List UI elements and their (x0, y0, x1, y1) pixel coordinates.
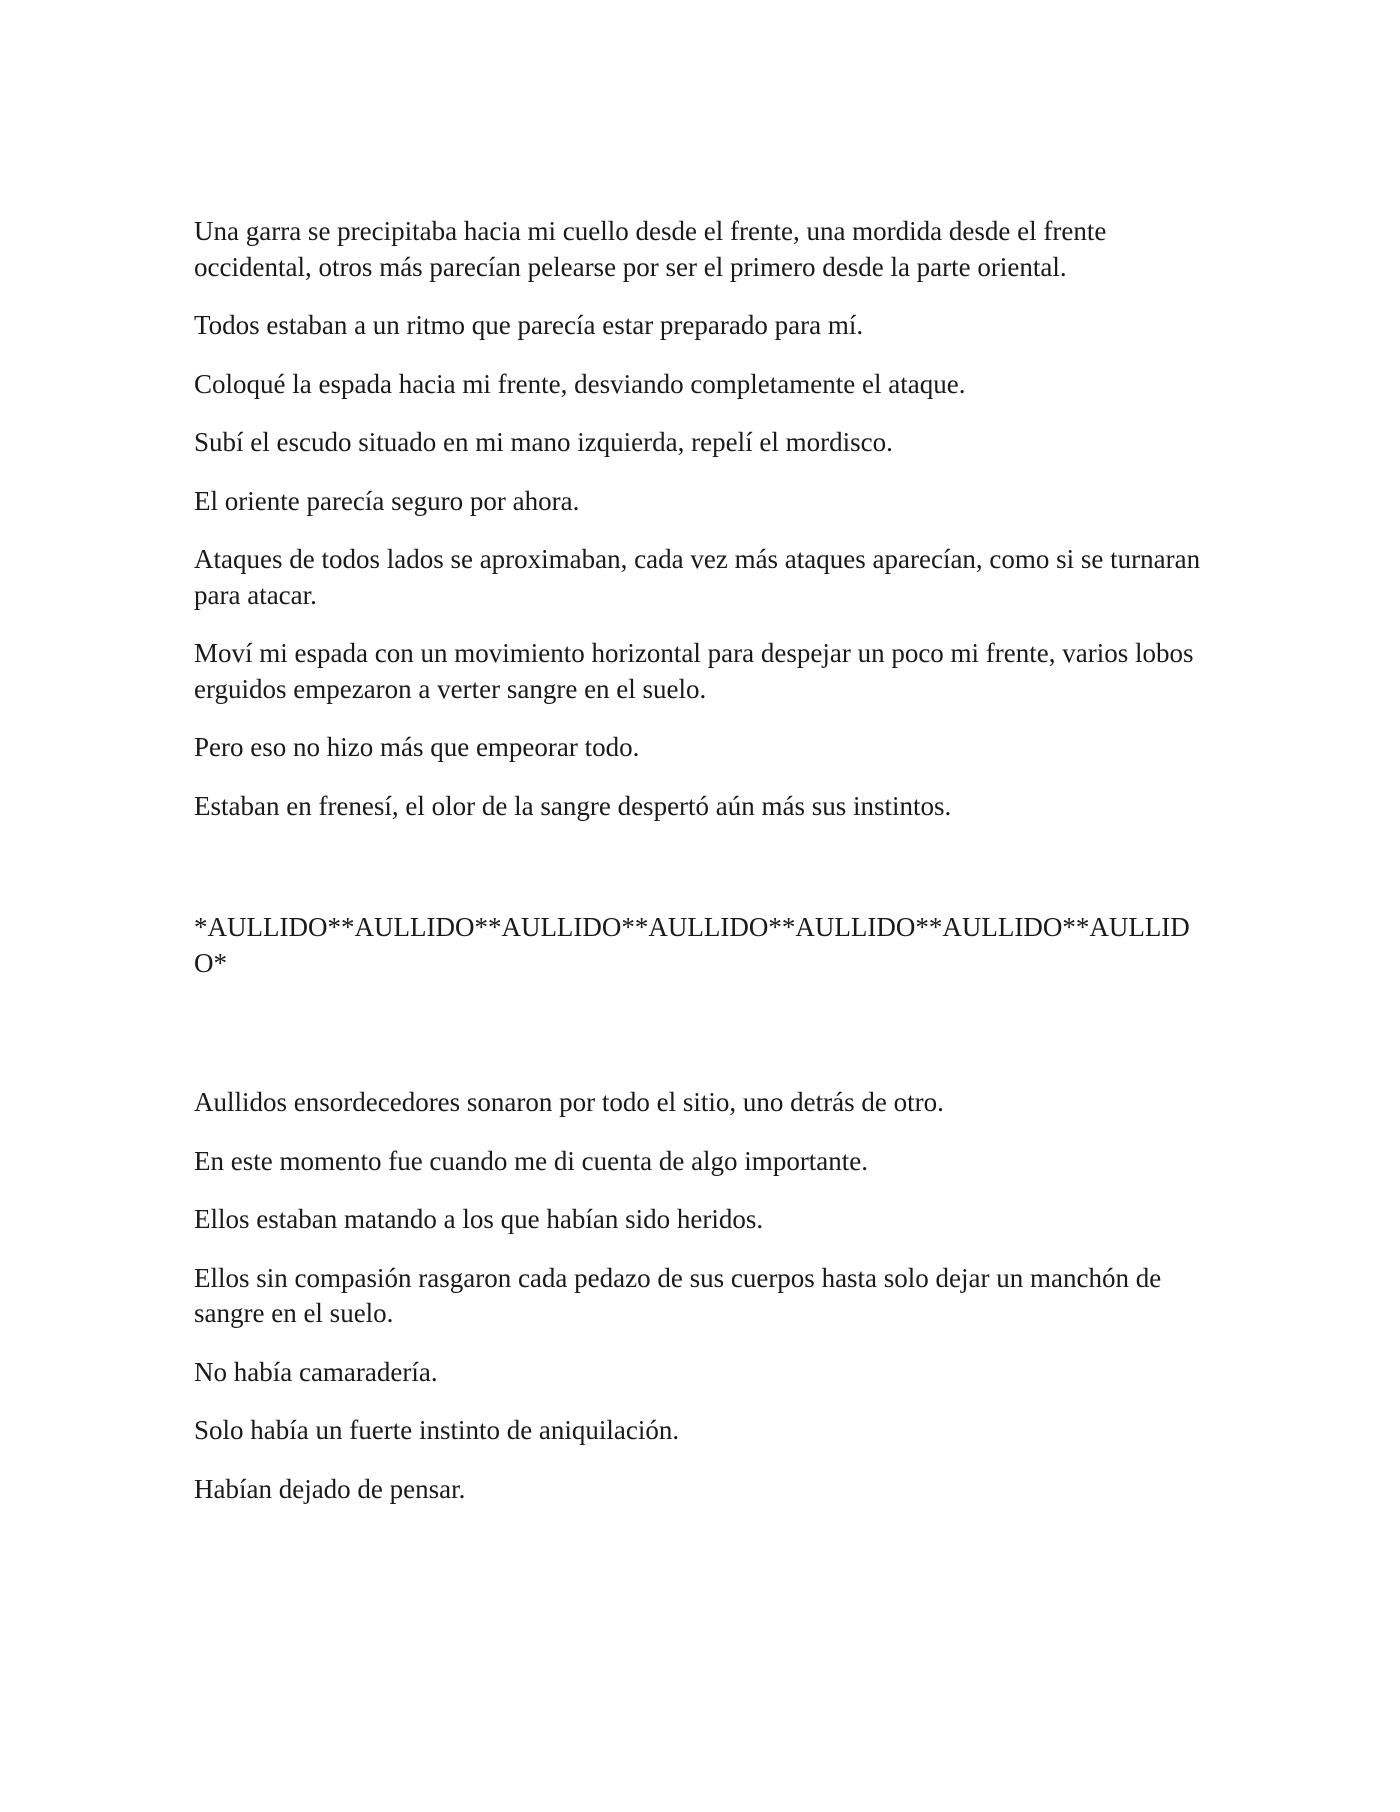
paragraph: Ellos estaban matando a los que habían sido heridos. (194, 1204, 764, 1234)
paragraph: En este momento fue cuando me di cuenta de algo importante. (194, 1145, 869, 1176)
paragraph: Estaban en frenesí, el olor de la sangre despertó aún más sus instintos. (194, 790, 952, 821)
paragraph: Aullidos ensordecedores sonaron por todo el sitio, uno detrás de otro. (194, 1087, 944, 1117)
paragraph: Ataques de todos lados se aproximaban, cada vez más ataques aparecían, como si se turnaran para atacar. (194, 544, 1201, 610)
paragraph: Una garra se precipitaba hacia mi cuello desde el frente, una mordida desde el frente occidental, otros más parecían pelearse por ser el primero desde la parte oriental. (194, 216, 1107, 282)
howl-line: *AULLIDO**AULLIDO**AULLIDO**AULLIDO**AULLIDO**AULLIDO**AULLIDO* (194, 912, 1190, 978)
paragraph: No había camaradería. (194, 1356, 438, 1387)
paragraph: El oriente parecía seguro por ahora. (194, 485, 580, 516)
paragraph: Solo había un fuerte instinto de aniquilación. (194, 1415, 680, 1445)
paragraph: Habían dejado de pensar. (194, 1473, 466, 1504)
paragraph: Ellos sin compasión rasgaron cada pedazo de sus cuerpos hasta solo dejar un manchón de sangre en el suelo. (194, 1262, 1162, 1328)
document-page (194, 214, 1204, 1530)
paragraph: Subí el escudo situado en mi mano izquierda, repelí el mordisco. (194, 427, 893, 457)
paragraph: Moví mi espada con un movimiento horizontal para despejar un poco mi frente, varios lobos erguidos empezaron a verter sangre en el suelo. (194, 638, 1194, 704)
paragraph: Todos estaban a un ritmo que parecía estar preparado para mí. (194, 310, 864, 340)
paragraph: Coloqué la espada hacia mi frente, desviando completamente el ataque. (194, 368, 966, 399)
paragraph: Pero eso no hizo más que empeorar todo. (194, 732, 640, 762)
